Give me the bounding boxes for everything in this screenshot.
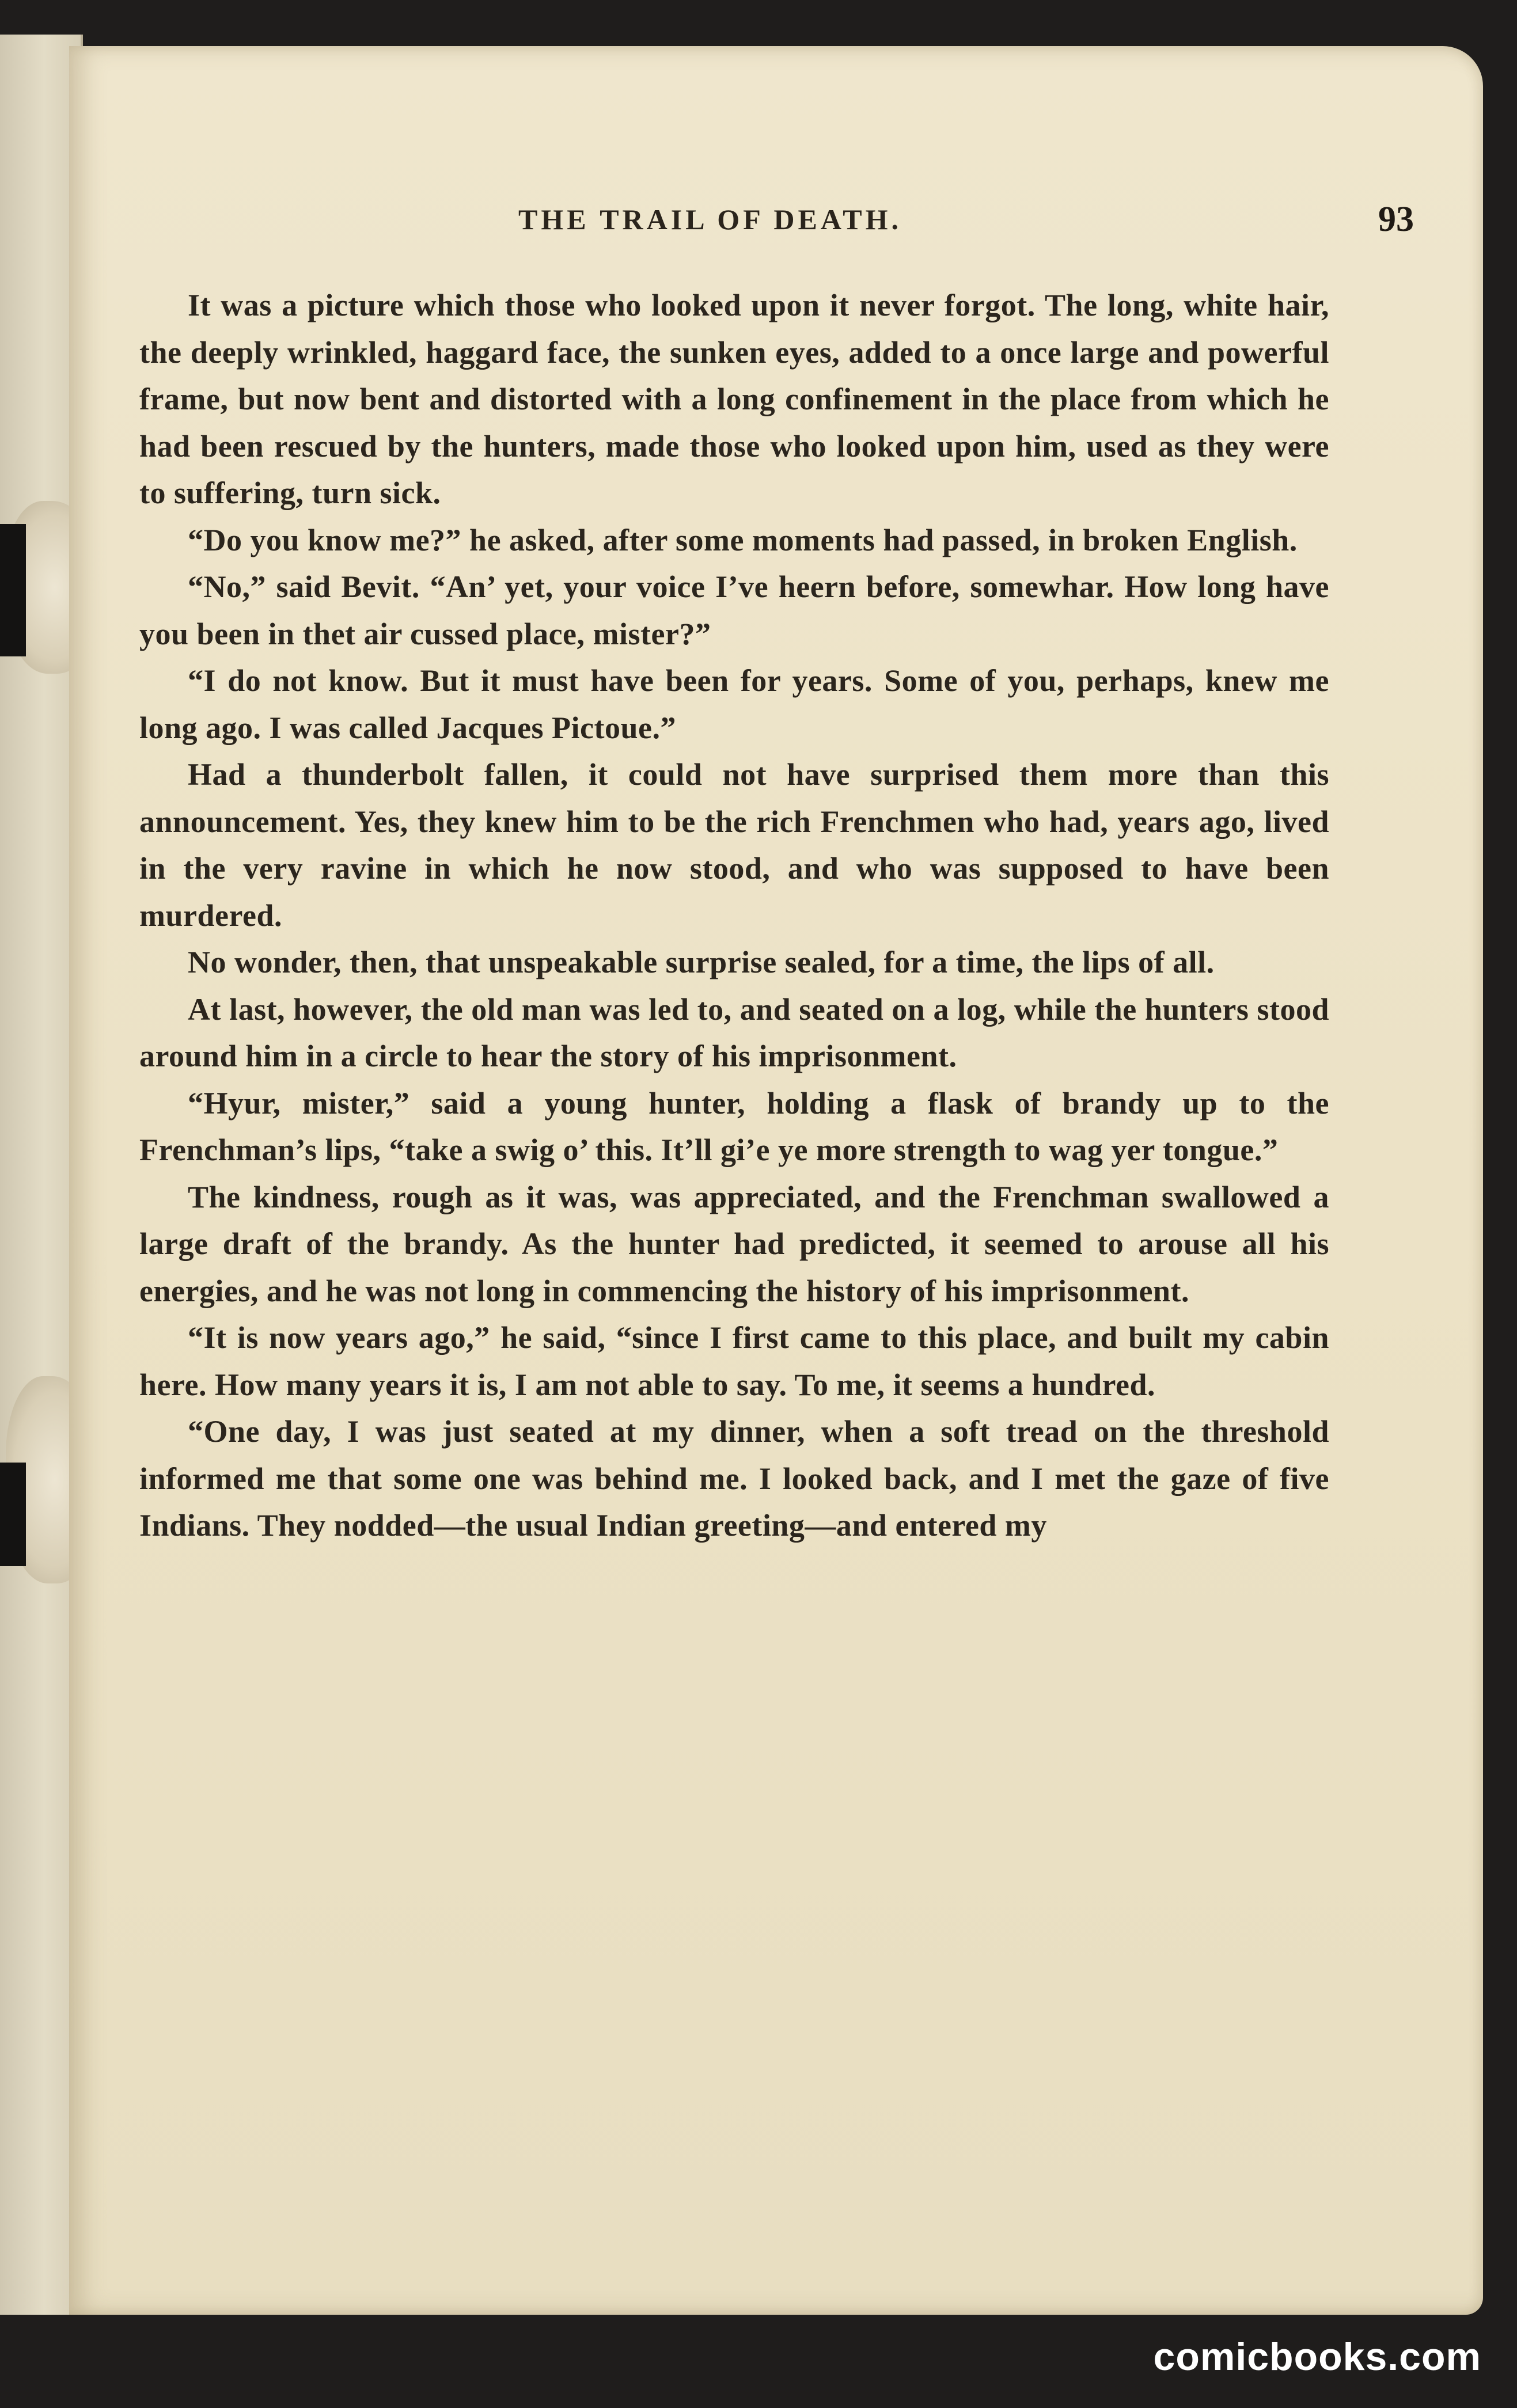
binding-gap: [0, 524, 26, 656]
body-text: [139, 282, 1329, 1549]
paragraph: “Do you know me?” he asked, after some moments had passed, in broken English.: [188, 522, 1298, 557]
paragraph: At last, however, the old man was led to, and seated on a log, while the hunters stood around him in a circle to hear the story of his imprisonment.: [139, 992, 1329, 1073]
running-head: [69, 200, 1483, 249]
paragraph: “No,” said Bevit. “An’ yet, your voice I’ve heern before, somewhar. How long have you been in thet air cussed place, mister?”: [139, 569, 1329, 651]
paragraph: Had a thunderbolt fallen, it could not have surprised them more than this announcement. Yes, they knew him to be the rich Frenchmen who had, years ago, lived in the very ravine in which he now stood, and who was supposed to have been murdered.: [139, 757, 1329, 933]
paragraph: “One day, I was just seated at my dinner, when a soft tread on the threshold informed me that some one was behind me. I looked back, and I met the gaze of five Indians. They nodded—the usual Indian greeting—and entered my: [139, 1414, 1329, 1543]
paragraph: It was a picture which those who looked upon it never forgot. The long, white hair, the deeply wrinkled, haggard face, the sunken eyes, added to a once large and powerful frame, but now bent and distorted with a long confinement in the place from which he had been rescued by the hunters, made those who looked upon him, used as they were to suffering, turn sick.: [139, 288, 1329, 510]
watermark: comicbooks.com: [1153, 2335, 1481, 2379]
page-number: 93: [1378, 200, 1414, 239]
paragraph: “It is now years ago,” he said, “since I first came to this place, and built my cabin here. How many years it is, I am not able to say. To me, it seems a hundred.: [139, 1320, 1329, 1402]
binding-gap: [0, 1463, 26, 1566]
running-title: THE TRAIL OF DEATH.: [518, 203, 902, 236]
paragraph: The kindness, rough as it was, was appreciated, and the Frenchman swallowed a large draft of the brandy. As the hunter had predicted, it seemed to arouse all his energies, and he was not long in commencing the history of his imprisonment.: [139, 1179, 1329, 1308]
paragraph: “Hyur, mister,” said a young hunter, holding a flask of brandy up to the Frenchman’s lips, “take a swig o’ this. It’ll gi’e ye more strength to wag yer tongue.”: [139, 1085, 1329, 1167]
paragraph: No wonder, then, that unspeakable surprise sealed, for a time, the lips of all.: [188, 945, 1215, 979]
paragraph: “I do not know. But it must have been for years. Some of you, perhaps, knew me long ago. I was called Jacques Pictoue.”: [139, 663, 1329, 745]
